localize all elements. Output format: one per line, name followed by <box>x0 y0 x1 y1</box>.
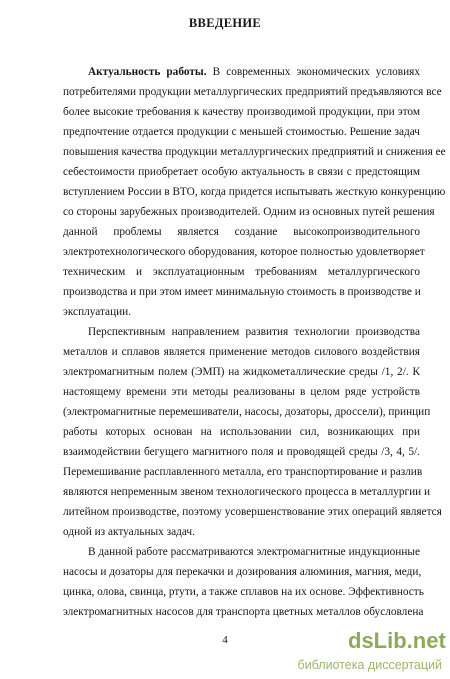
text-line: повышения качества продукции металлургических предприятий и снижения ее <box>63 146 446 158</box>
text-line: (электромагнитные перемешиватели, насосы, дозаторы, дроссели), принцип <box>63 406 431 418</box>
text-line: В данной работе рассматриваются электромагнитные индукционные <box>88 546 420 558</box>
text-line: настоящему времени эти методы реализованы в целом ряде устройств <box>63 386 420 398</box>
text-line: вступлением России в ВТО, когда придется испытывать жесткую конкуренцию <box>63 186 446 198</box>
watermark-logo: dsLib.net <box>348 628 446 653</box>
text-line: электромагнитных насосов для транспорта цветных металлов обусловлена <box>63 606 424 618</box>
text-line: данной проблемы является создание высокопроизводительного <box>63 226 420 238</box>
text-line: насосы и дозаторы для перекачки и дозирования алюминия, магния, меди, <box>63 566 422 578</box>
text-line: одной из актуальных задач. <box>63 526 195 538</box>
text-line: более высокие требования к качеству производимой продукции, при этом <box>63 106 420 118</box>
text-line: предпочтение отдается продукции с меньшей стоимостью. Решение задач <box>63 126 420 138</box>
text-line: себестоимости приобретает особую актуальность в связи с предстоящим <box>63 166 420 178</box>
text-line: эксплуатации. <box>63 306 132 318</box>
text-line: электромагнитным полем (ЭМП) на жидкометаллические среды /1, 2/. К <box>63 366 420 378</box>
text-line: со стороны зарубежных производителей. Одним из основных путей решения <box>63 206 435 218</box>
page-title: ВВЕДЕНИЕ <box>188 16 262 30</box>
section-heading: Актуальность работы. <box>88 66 207 78</box>
text-line: работы которых основан на использовании сил, возникающих при <box>63 426 420 438</box>
text-line: литейном производстве, поэтому усовершенствование этих операций является <box>63 506 442 518</box>
watermark-subtitle: библиотека диссертаций <box>297 658 442 672</box>
text-line: Перемешивание расплавленного металла, его транспортирование и разлив <box>63 466 423 478</box>
text-line: взаимодействии бегущего магнитного поля и проводящей среды /3, 4, 5/. <box>63 446 420 458</box>
text-line: электротехнологического оборудования, которое полностью удовлетворяет <box>63 246 425 258</box>
page-number: 4 <box>222 634 228 646</box>
text-line: Перспективным направлением развития технологии производства <box>88 326 420 338</box>
text-line: металлов и сплавов является применение методов силового воздействия <box>63 346 420 358</box>
text-line: Актуальность работы. В современных экономических условиях <box>88 66 420 78</box>
watermark <box>240 628 450 678</box>
text-line: являются непременным звеном технологического процесса в металлургии и <box>63 486 431 498</box>
text-line: техническим и эксплуатационным требованиям металлургического <box>63 266 420 278</box>
text-line: цинка, олова, свинца, ртути, а также сплавов на их основе. Эффективность <box>63 586 424 598</box>
text-line: производства и при этом имеет минимальную стоимость в производстве и <box>63 286 421 298</box>
text-line: потребителями продукции металлургических предприятий предъявляются все <box>63 86 442 98</box>
